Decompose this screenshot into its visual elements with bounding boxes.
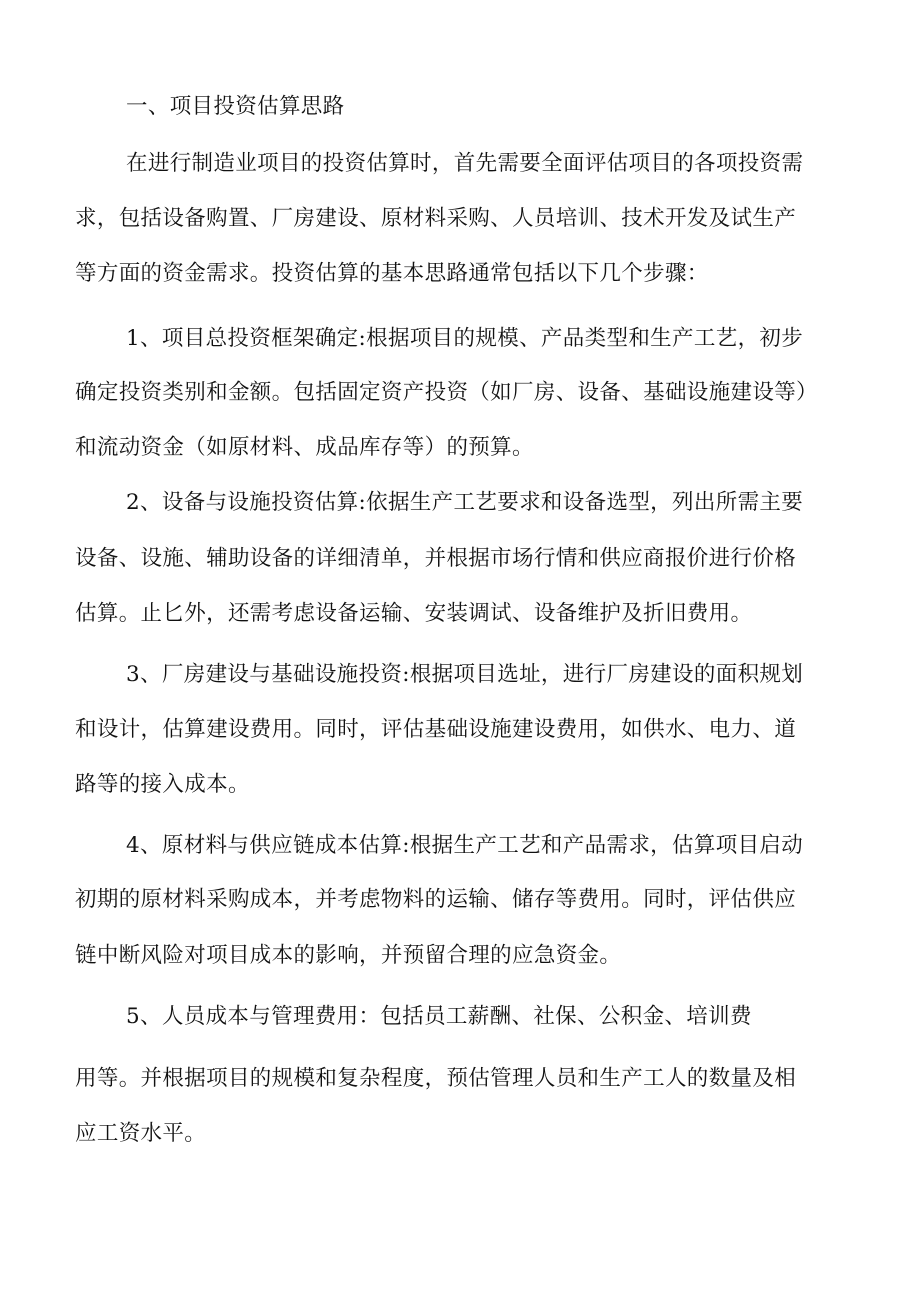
paragraph-line: 估算。止匕外，还需考虑设备运输、安装调试、设备维护及折旧费用。	[75, 601, 753, 626]
paragraph-line: 3、厂房建设与基础设施投资:根据项目选址，进行厂房建设的面积规划	[126, 662, 804, 687]
paragraph-line: 路等的接入成本。	[75, 772, 250, 797]
paragraph-line: 求，包括设备购置、厂房建设、原材料采购、人员培训、技术开发及试生产	[75, 206, 797, 231]
paragraph-line: 在进行制造业项目的投资估算时，首先需要全面评估项目的各项投资需	[126, 151, 804, 176]
paragraph-line: 用等。并根据项目的规模和复杂程度，预估管理人员和生产工人的数量及相	[75, 1066, 797, 1091]
paragraph-line: 1、项目总投资框架确定:根据项目的规模、产品类型和生产工艺，初步	[126, 326, 804, 351]
paragraph-line: 和设计，估算建设费用。同时，评估基础设施建设费用，如供水、电力、道	[75, 717, 797, 742]
section-heading: 一、项目投资估算思路	[126, 94, 345, 119]
paragraph-line: 确定投资类别和金额。包括固定资产投资（如厂房、设备、基础设施建设等）	[75, 380, 818, 405]
paragraph-line: 应工资水平。	[75, 1121, 207, 1146]
paragraph-line: 5、人员成本与管理费用：包括员工薪酬、社保、公积金、培训费	[126, 1004, 752, 1029]
paragraph-line: 4、原材料与供应链成本估算:根据生产工艺和产品需求，估算项目启动	[126, 833, 804, 858]
paragraph-line: 初期的原材料采购成本，并考虑物料的运输、储存等费用。同时，评估供应	[75, 887, 797, 912]
paragraph-line: 和流动资金（如原材料、成品库存等）的预算。	[75, 435, 534, 460]
paragraph-line: 链中断风险对项目成本的影响，并预留合理的应急资金。	[75, 943, 622, 968]
paragraph-line: 等方面的资金需求。投资估算的基本思路通常包括以下几个步骤：	[75, 261, 709, 286]
paragraph-line: 设备、设施、辅助设备的详细清单，并根据市场行情和供应商报价进行价格	[75, 546, 797, 571]
paragraph-line: 2、设备与设施投资估算:依据生产工艺要求和设备选型，列出所需主要	[126, 490, 804, 515]
